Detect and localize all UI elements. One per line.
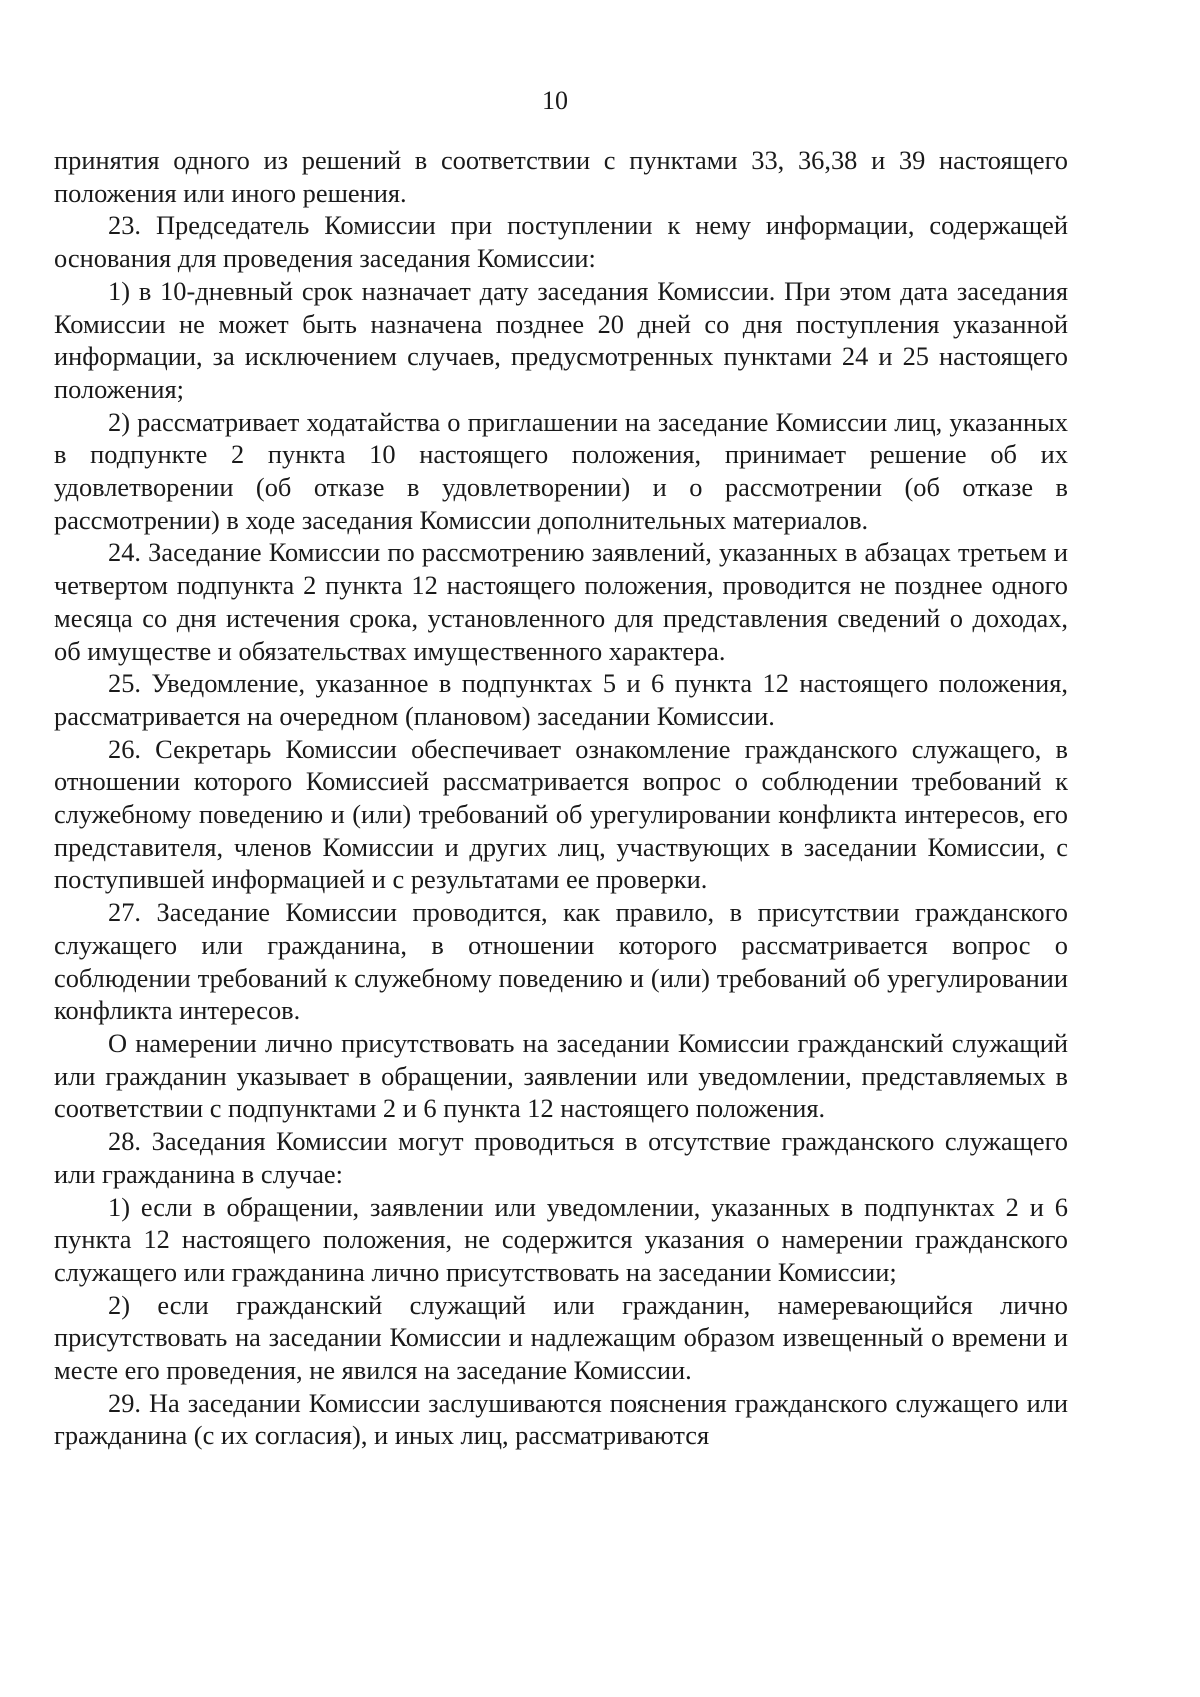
paragraph-23: 23. Председатель Комиссии при поступлении к нему информации, содержащей основания для проведения заседания Комиссии: (54, 210, 1068, 274)
paragraph-27: 27. Заседание Комиссии проводится, как правило, в присутствии гражданского служащего или гражданина, в отношении которого рассматривается вопрос о соблюдении требований к служебному поведению и (или) требований об урегулировании конфликта интересов. (54, 897, 1068, 1026)
paragraph-26: 26. Секретарь Комиссии обеспечивает ознакомление гражданского служащего, в отношении которого Комиссией рассматривается вопрос о соблюдении требований к служебному поведению и (или) требований об урегулировании конфликта интересов, его представителя, членов Комиссии и других лиц, участвующих в заседании Комиссии, с поступившей информацией и с результатами ее проверки. (54, 733, 1068, 895)
document-body (54, 144, 1068, 1452)
paragraph-28: 28. Заседания Комиссии могут проводиться в отсутствие гражданского служащего или гражданина в случае: (54, 1126, 1068, 1189)
paragraph-28-item-2: 2) если гражданский служащий или гражданин, намеревающийся лично присутствовать на заседании Комиссии и надлежащим образом извещенный о времени и месте его проведения, не явился на заседание Комиссии. (54, 1289, 1068, 1386)
paragraph-continuation: принятия одного из решений в соответствии с пунктами 33, 36,38 и 39 настоящего положения или иного решения. (54, 145, 1068, 208)
paragraph-23-item-2: 2) рассматривает ходатайства о приглашении на заседание Комиссии лиц, указанных в подпункте 2 пункта 10 настоящего положения, принимает решение об их удовлетворении (об отказе в удовлетворении) и о рассмотрении (об отказе в рассмотрении) в ходе заседания Комиссии дополнительных материалов. (54, 406, 1068, 535)
paragraph-27-second: О намерении лично присутствовать на заседании Комиссии гражданский служащий или гражданин указывает в обращении, заявлении или уведомлении, представляемых в соответствии с подпунктами 2 и 6 пункта 12 настоящего положения. (54, 1027, 1068, 1124)
page-number: 10 (542, 86, 568, 115)
paragraph-29: 29. На заседании Комиссии заслушиваются пояснения гражданского служащего или гражданина (с их согласия), и иных лиц, рассматриваются (54, 1387, 1068, 1451)
paragraph-24: 24. Заседание Комиссии по рассмотрению заявлений, указанных в абзацах третьем и четвертом подпункта 2 пункта 12 настоящего положения, проводится не позднее одного месяца со дня истечения срока, установленного для представления сведений о доходах, об имуществе и обязательствах имущественного характера. (54, 537, 1068, 666)
paragraph-25: 25. Уведомление, указанное в подпунктах 5 и 6 пункта 12 настоящего положения, рассматривается на очередном (плановом) заседании Комиссии. (54, 668, 1068, 731)
paragraph-28-item-1: 1) если в обращении, заявлении или уведомлении, указанных в подпунктах 2 и 6 пункта 12 настоящего положения, не содержится указания о намерении гражданского служащего или гражданина лично присутствовать на заседании Комиссии; (54, 1191, 1068, 1287)
paragraph-23-item-1: 1) в 10-дневный срок назначает дату заседания Комиссии. При этом дата заседания Комиссии не может быть назначена позднее 20 дней со дня поступления указанной информации, за исключением случаев, предусмотренных пунктами 24 и 25 настоящего положения; (54, 275, 1068, 404)
